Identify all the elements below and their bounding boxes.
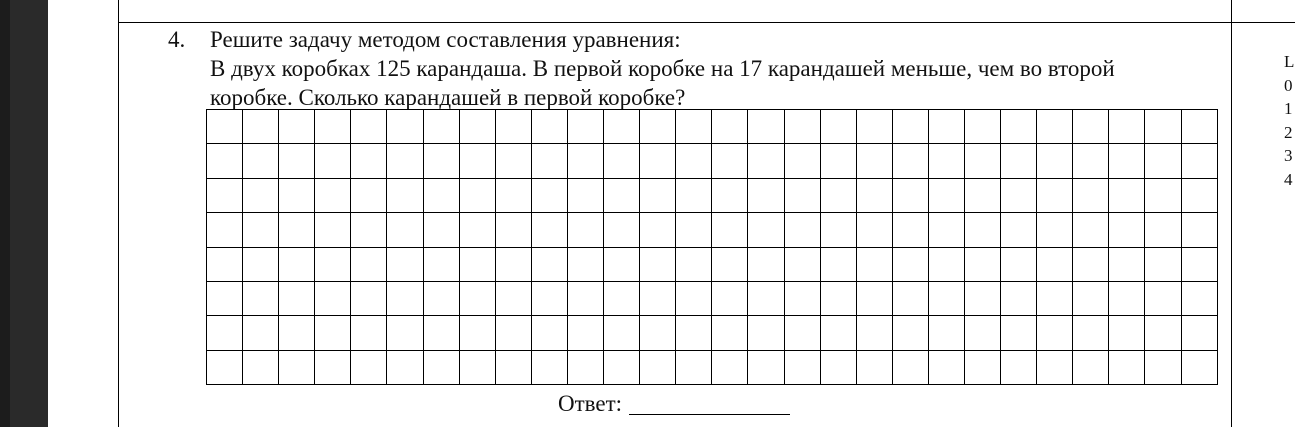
grid-cell[interactable] [495,316,531,350]
grid-cell[interactable] [351,110,387,144]
grid-cell[interactable] [928,316,964,350]
grid-cell[interactable] [1001,281,1037,315]
grid-cell[interactable] [1181,213,1217,247]
grid-cell[interactable] [531,178,567,212]
grid-cell[interactable] [1037,213,1073,247]
grid-cell[interactable] [1181,316,1217,350]
grid-cell[interactable] [279,350,315,384]
grid-cell[interactable] [604,247,640,281]
grid-cell[interactable] [351,316,387,350]
grid-cell[interactable] [748,178,784,212]
grid-cell[interactable] [640,144,676,178]
grid-cell[interactable] [964,247,1000,281]
grid-cell[interactable] [567,247,603,281]
grid-cell[interactable] [1073,178,1109,212]
grid-cell[interactable] [892,178,928,212]
grid-cell[interactable] [243,247,279,281]
grid-cell[interactable] [1109,213,1145,247]
grid-cell[interactable] [567,213,603,247]
grid-cell[interactable] [784,110,820,144]
grid-cell[interactable] [856,178,892,212]
grid-cell[interactable] [928,178,964,212]
grid-cell[interactable] [387,350,423,384]
grid-cell[interactable] [387,110,423,144]
grid-cell[interactable] [1073,316,1109,350]
grid-cell[interactable] [892,247,928,281]
grid-cell[interactable] [820,110,856,144]
grid-cell[interactable] [928,350,964,384]
grid-cell[interactable] [676,178,712,212]
grid-cell[interactable] [315,178,351,212]
grid-cell[interactable] [531,144,567,178]
side-label: 0 [1284,75,1293,95]
grid-row [207,213,1218,247]
grid-cell[interactable] [856,144,892,178]
grid-cell[interactable] [892,110,928,144]
grid-cell[interactable] [604,350,640,384]
grid-cell[interactable] [820,213,856,247]
grid-cell[interactable] [387,178,423,212]
answer-label: Ответ: [558,391,623,416]
grid-cell[interactable] [1001,350,1037,384]
grid-cell[interactable] [315,110,351,144]
grid-cell[interactable] [1181,144,1217,178]
grid-cell[interactable] [640,350,676,384]
grid-cell[interactable] [964,178,1000,212]
answer-blank[interactable] [629,414,790,415]
grid-cell[interactable] [243,316,279,350]
grid-cell[interactable] [243,144,279,178]
grid-cell[interactable] [748,247,784,281]
task-text-line-1: В двух коробках 125 карандаша. В первой коробке на 17 карандашей меньше, чем во второй [210,56,1115,81]
grid-cell[interactable] [856,350,892,384]
grid-cell[interactable] [387,316,423,350]
grid-cell[interactable] [784,281,820,315]
grid-cell[interactable] [1073,350,1109,384]
grid-cell[interactable] [459,350,495,384]
grid-cell[interactable] [640,110,676,144]
grid-cell[interactable] [423,350,459,384]
grid-cell[interactable] [964,144,1000,178]
grid-cell[interactable] [459,316,495,350]
grid-cell[interactable] [279,247,315,281]
grid-cell[interactable] [351,281,387,315]
grid-cell[interactable] [964,213,1000,247]
grid-cell[interactable] [243,110,279,144]
grid-cell[interactable] [1037,144,1073,178]
grid-cell[interactable] [604,281,640,315]
grid-cell[interactable] [1145,213,1181,247]
grid-cell[interactable] [1109,247,1145,281]
grid-cell[interactable] [387,144,423,178]
grid-cell[interactable] [1181,350,1217,384]
side-label: 3 [1284,146,1293,165]
grid-cell[interactable] [279,178,315,212]
grid-cell[interactable] [784,144,820,178]
grid-cell[interactable] [1073,144,1109,178]
grid-cell[interactable] [784,316,820,350]
grid-cell[interactable] [856,247,892,281]
side-label: 4 [1284,169,1293,189]
grid-cell[interactable] [820,178,856,212]
side-label: L [1284,52,1295,71]
grid-cell[interactable] [279,316,315,350]
grid-cell[interactable] [423,247,459,281]
grid-cell[interactable] [856,110,892,144]
grid-cell[interactable] [712,247,748,281]
grid-cell[interactable] [676,110,712,144]
grid-cell[interactable] [676,144,712,178]
grid-cell[interactable] [387,281,423,315]
grid-cell[interactable] [820,247,856,281]
grid-cell[interactable] [1145,178,1181,212]
grid-cell[interactable] [243,281,279,315]
grid-cell[interactable] [892,144,928,178]
grid-cell[interactable] [459,178,495,212]
left-page-margin [48,0,119,427]
grid-cell[interactable] [315,316,351,350]
grid-cell[interactable] [712,350,748,384]
grid-cell[interactable] [531,350,567,384]
grid-cell[interactable] [892,316,928,350]
grid-cell[interactable] [1181,247,1217,281]
grid-cell[interactable] [351,178,387,212]
grid-cell[interactable] [1001,213,1037,247]
grid-cell[interactable] [676,213,712,247]
grid-row [207,247,1218,281]
grid-cell[interactable] [495,350,531,384]
grid-cell[interactable] [459,281,495,315]
grid-cell[interactable] [495,144,531,178]
grid-cell[interactable] [567,178,603,212]
grid-cell[interactable] [315,281,351,315]
grid-cell[interactable] [820,144,856,178]
grid-cell[interactable] [892,350,928,384]
grid-cell[interactable] [604,144,640,178]
grid-cell[interactable] [640,213,676,247]
grid-cell[interactable] [712,281,748,315]
grid-cell[interactable] [207,316,243,350]
grid-cell[interactable] [784,213,820,247]
grid-row [207,144,1218,178]
grid-cell[interactable] [207,213,243,247]
grid-cell[interactable] [1073,281,1109,315]
grid-cell[interactable] [279,144,315,178]
grid-cell[interactable] [964,281,1000,315]
grid-cell[interactable] [459,213,495,247]
top-divider [118,0,1295,23]
grid-cell[interactable] [567,350,603,384]
grid-cell[interactable] [1109,110,1145,144]
grid-cell[interactable] [279,110,315,144]
grid-cell[interactable] [207,350,243,384]
grid-cell[interactable] [1109,178,1145,212]
grid-cell[interactable] [531,110,567,144]
grid-cell[interactable] [1037,316,1073,350]
grid-cell[interactable] [712,213,748,247]
grid-cell[interactable] [207,247,243,281]
grid-cell[interactable] [207,281,243,315]
grid-cell[interactable] [820,350,856,384]
grid-cell[interactable] [315,247,351,281]
grid-cell[interactable] [279,281,315,315]
grid-cell[interactable] [423,281,459,315]
grid-cell[interactable] [604,213,640,247]
grid-cell[interactable] [820,281,856,315]
grid-cell[interactable] [1145,350,1181,384]
grid-cell[interactable] [712,316,748,350]
grid-cell[interactable] [387,213,423,247]
grid-cell[interactable] [495,178,531,212]
grid-cell[interactable] [207,110,243,144]
grid-row [207,281,1218,315]
grid-cell[interactable] [1037,350,1073,384]
grid-cell[interactable] [1037,247,1073,281]
grid-cell[interactable] [784,178,820,212]
grid-cell[interactable] [640,247,676,281]
grid-cell[interactable] [1037,178,1073,212]
grid-cell[interactable] [748,281,784,315]
grid-cell[interactable] [928,281,964,315]
grid-cell[interactable] [351,350,387,384]
grid-cell[interactable] [495,213,531,247]
grid-cell[interactable] [676,247,712,281]
side-label: 1 [1284,99,1293,118]
grid-cell[interactable] [315,144,351,178]
grid-cell[interactable] [1181,281,1217,315]
grid-cell[interactable] [1145,110,1181,144]
grid-cell[interactable] [1001,144,1037,178]
grid-cell[interactable] [856,213,892,247]
grid-cell[interactable] [604,110,640,144]
grid-cell[interactable] [1109,316,1145,350]
task-text-line-2: коробке. Сколько карандашей в первой коробке? [210,85,686,110]
grid-cell[interactable] [964,350,1000,384]
grid-cell[interactable] [712,144,748,178]
grid-cell[interactable] [748,144,784,178]
grid-cell[interactable] [964,316,1000,350]
grid-cell[interactable] [1145,281,1181,315]
grid-cell[interactable] [820,316,856,350]
grid-cell[interactable] [567,316,603,350]
grid-cell[interactable] [892,213,928,247]
grid-cell[interactable] [1145,144,1181,178]
grid-cell[interactable] [459,144,495,178]
answer-grid[interactable] [206,109,1218,385]
grid-cell[interactable] [640,178,676,212]
grid-cell[interactable] [892,281,928,315]
grid-cell[interactable] [1001,316,1037,350]
grid-cell[interactable] [928,144,964,178]
grid-cell[interactable] [567,281,603,315]
grid-cell[interactable] [964,110,1000,144]
grid-cell[interactable] [712,110,748,144]
grid-cell[interactable] [856,316,892,350]
grid-cell[interactable] [748,213,784,247]
grid-cell[interactable] [1001,110,1037,144]
grid-cell[interactable] [1037,110,1073,144]
grid-cell[interactable] [1109,281,1145,315]
grid-cell[interactable] [531,213,567,247]
task-number: 4. [168,27,186,52]
side-labels [1284,50,1294,191]
grid-cell[interactable] [784,350,820,384]
grid-cell[interactable] [495,247,531,281]
grid-cell[interactable] [676,281,712,315]
grid-cell[interactable] [423,213,459,247]
grid-cell[interactable] [531,247,567,281]
grid-cell[interactable] [243,213,279,247]
grid-cell[interactable] [1181,110,1217,144]
grid-cell[interactable] [1001,178,1037,212]
grid-cell[interactable] [351,247,387,281]
grid-cell[interactable] [279,213,315,247]
grid-cell[interactable] [1181,178,1217,212]
grid-cell[interactable] [928,110,964,144]
grid-cell[interactable] [243,350,279,384]
grid-cell[interactable] [495,281,531,315]
grid-cell[interactable] [423,144,459,178]
grid-cell[interactable] [351,213,387,247]
grid-cell[interactable] [495,110,531,144]
grid-cell[interactable] [676,316,712,350]
grid-cell[interactable] [1145,247,1181,281]
left-edge-shadow [0,0,10,427]
grid-cell[interactable] [459,110,495,144]
right-margin-line [1231,0,1232,427]
grid-cell[interactable] [423,316,459,350]
grid-cell[interactable] [459,247,495,281]
grid-cell[interactable] [1073,247,1109,281]
grid-cell[interactable] [748,316,784,350]
grid-cell[interactable] [423,178,459,212]
grid-cell[interactable] [207,178,243,212]
grid-cell[interactable] [531,316,567,350]
grid-cell[interactable] [928,213,964,247]
grid-cell[interactable] [640,281,676,315]
grid-cell[interactable] [1073,213,1109,247]
grid-cell[interactable] [640,316,676,350]
grid-cell[interactable] [1037,281,1073,315]
grid-cell[interactable] [567,110,603,144]
grid-cell[interactable] [1109,144,1145,178]
grid-cell[interactable] [676,350,712,384]
grid-cell[interactable] [712,178,748,212]
grid-cell[interactable] [784,247,820,281]
grid-row [207,110,1218,144]
grid-cell[interactable] [748,110,784,144]
grid-cell[interactable] [928,247,964,281]
grid-cell[interactable] [567,144,603,178]
grid-cell[interactable] [856,281,892,315]
side-label: 2 [1284,122,1293,142]
task-instruction: Решите задачу методом составления уравнения: [210,27,681,52]
grid-row [207,178,1218,212]
grid-cell[interactable] [351,144,387,178]
grid-cell[interactable] [387,247,423,281]
grid-row [207,350,1218,384]
grid-cell[interactable] [1109,350,1145,384]
grid-cell[interactable] [315,350,351,384]
grid-cell[interactable] [531,281,567,315]
grid-cell[interactable] [423,110,459,144]
grid-cell[interactable] [243,178,279,212]
grid-cell[interactable] [604,316,640,350]
grid-cell[interactable] [315,213,351,247]
grid-cell[interactable] [1145,316,1181,350]
grid-row [207,316,1218,350]
grid-cell[interactable] [604,178,640,212]
grid-cell[interactable] [748,350,784,384]
grid-cell[interactable] [1073,110,1109,144]
grid-cell[interactable] [1001,247,1037,281]
grid-cell[interactable] [207,144,243,178]
